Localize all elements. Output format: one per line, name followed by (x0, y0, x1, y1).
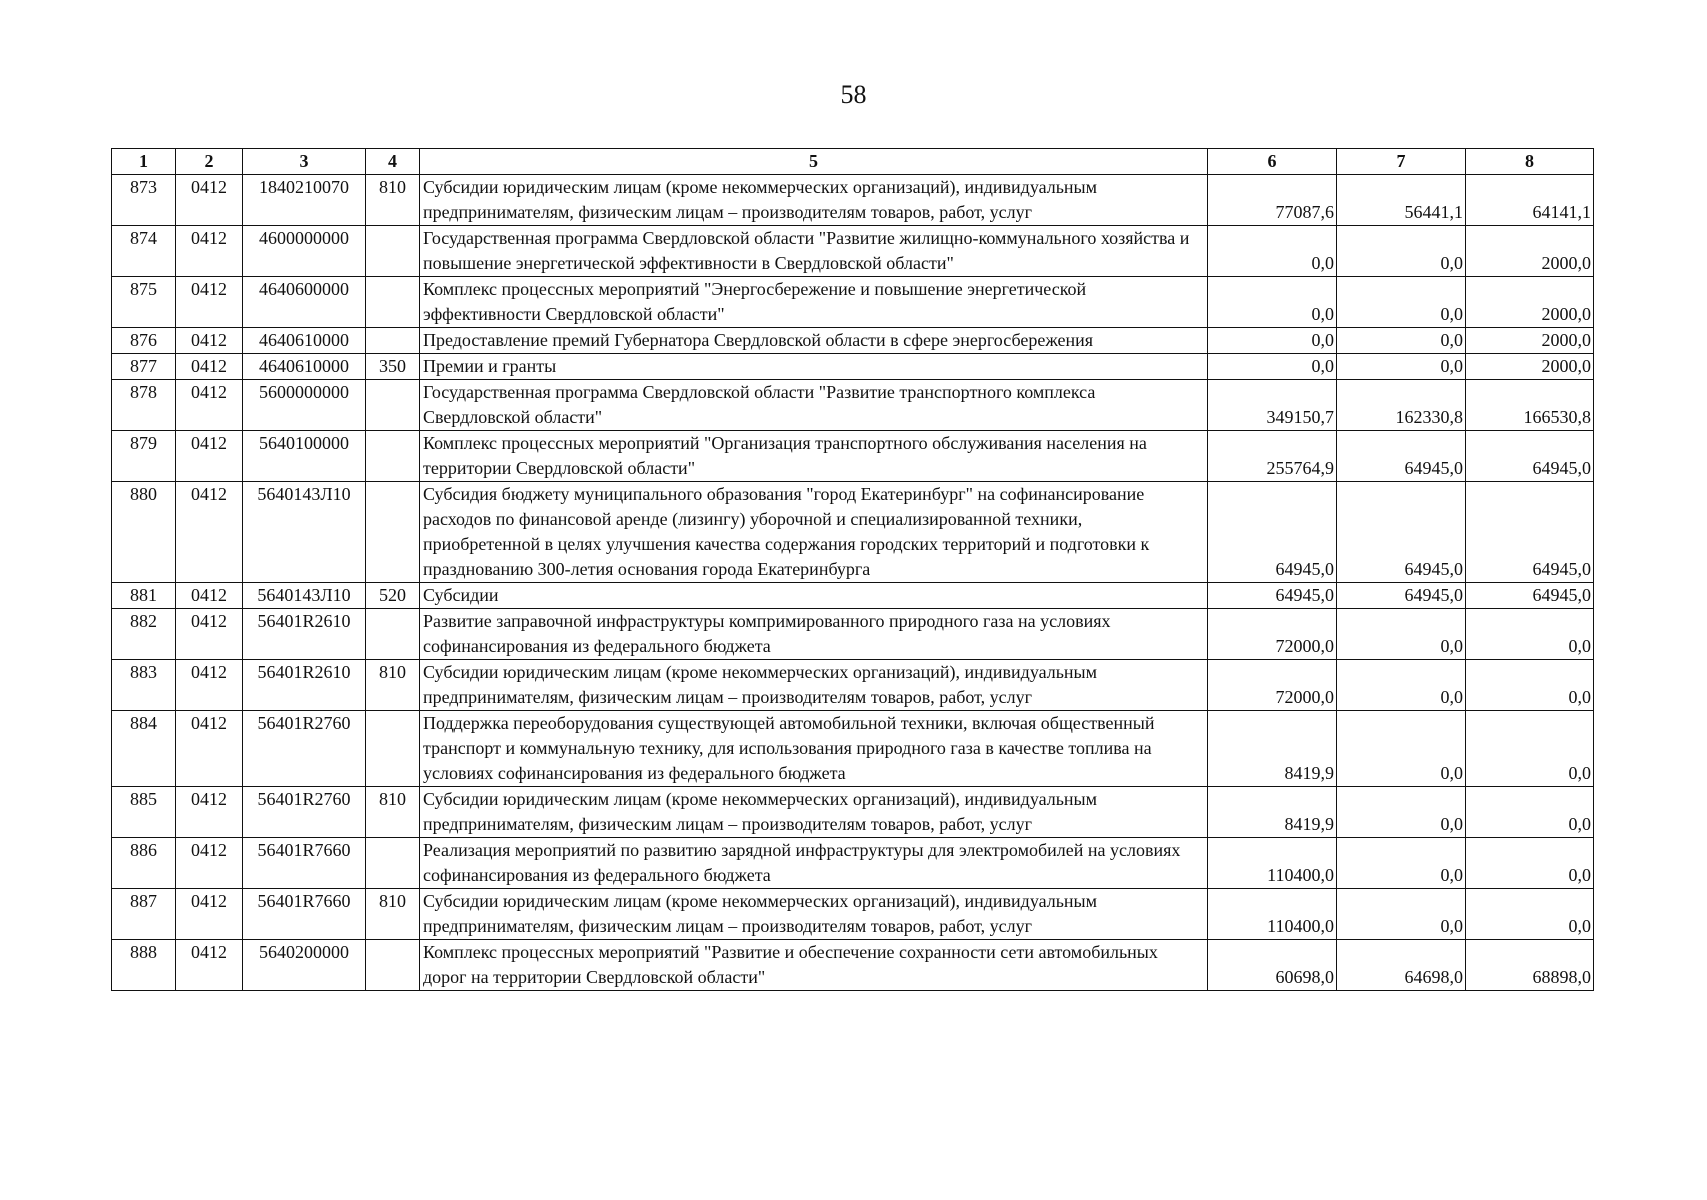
table-row (112, 609, 1594, 660)
amount-col-7: 162330,8 (1337, 380, 1466, 431)
expense-kind-code: 810 (366, 660, 420, 711)
section-code: 0412 (176, 711, 243, 787)
row-number: 887 (112, 889, 176, 940)
section-code: 0412 (176, 354, 243, 380)
table-row (112, 660, 1594, 711)
row-number: 881 (112, 583, 176, 609)
section-code: 0412 (176, 889, 243, 940)
section-code: 0412 (176, 609, 243, 660)
expense-kind-code (366, 482, 420, 583)
table-row (112, 940, 1594, 991)
amount-col-6: 0,0 (1208, 226, 1337, 277)
amount-col-6: 64945,0 (1208, 583, 1337, 609)
section-code: 0412 (176, 583, 243, 609)
expense-kind-code (366, 328, 420, 354)
column-header: 3 (243, 149, 366, 175)
amount-col-8: 166530,8 (1466, 380, 1594, 431)
amount-col-8: 2000,0 (1466, 277, 1594, 328)
amount-col-7: 0,0 (1337, 889, 1466, 940)
row-number: 886 (112, 838, 176, 889)
expense-kind-code (366, 838, 420, 889)
table-row (112, 583, 1594, 609)
amount-col-7: 64698,0 (1337, 940, 1466, 991)
amount-col-8: 0,0 (1466, 609, 1594, 660)
column-header: 4 (366, 149, 420, 175)
amount-col-8: 64945,0 (1466, 583, 1594, 609)
target-article-code: 56401R2610 (243, 660, 366, 711)
section-code: 0412 (176, 175, 243, 226)
table-body (112, 175, 1594, 991)
amount-col-7: 0,0 (1337, 277, 1466, 328)
amount-col-8: 2000,0 (1466, 354, 1594, 380)
item-name: Премии и гранты (420, 354, 1208, 380)
column-header: 2 (176, 149, 243, 175)
target-article-code: 5640143Л10 (243, 482, 366, 583)
page-number: 58 (840, 80, 867, 109)
row-number: 875 (112, 277, 176, 328)
amount-col-7: 0,0 (1337, 711, 1466, 787)
section-code: 0412 (176, 838, 243, 889)
table-header-row (112, 149, 1594, 175)
target-article-code: 56401R2610 (243, 609, 366, 660)
amount-col-7: 64945,0 (1337, 482, 1466, 583)
expense-kind-code (366, 940, 420, 991)
section-code: 0412 (176, 482, 243, 583)
section-code: 0412 (176, 787, 243, 838)
amount-col-8: 0,0 (1466, 889, 1594, 940)
expense-kind-code: 810 (366, 175, 420, 226)
table-row (112, 711, 1594, 787)
section-code: 0412 (176, 226, 243, 277)
amount-col-8: 2000,0 (1466, 328, 1594, 354)
section-code: 0412 (176, 328, 243, 354)
item-name: Предоставление премий Губернатора Свердловской области в сфере энергосбережения (420, 328, 1208, 354)
amount-col-7: 64945,0 (1337, 431, 1466, 482)
item-name: Комплекс процессных мероприятий "Развитие и обеспечение сохранности сети автомобильных дорог на территории Свердловской области" (420, 940, 1208, 991)
item-name: Субсидия бюджету муниципального образования "город Екатеринбург" на софинансирование расходов по финансовой аренде (лизингу) уборочной и специализированной техники, приобретенной в целях улучшения качества содержания городских территорий и подготовки к празднованию 300-летия основания города Екатеринбурга (420, 482, 1208, 583)
budget-table (111, 148, 1594, 991)
amount-col-6: 72000,0 (1208, 609, 1337, 660)
amount-col-6: 72000,0 (1208, 660, 1337, 711)
target-article-code: 56401R7660 (243, 889, 366, 940)
section-code: 0412 (176, 431, 243, 482)
section-code: 0412 (176, 940, 243, 991)
amount-col-6: 0,0 (1208, 328, 1337, 354)
amount-col-7: 0,0 (1337, 328, 1466, 354)
section-code: 0412 (176, 380, 243, 431)
target-article-code: 4600000000 (243, 226, 366, 277)
amount-col-7: 0,0 (1337, 787, 1466, 838)
expense-kind-code: 350 (366, 354, 420, 380)
target-article-code: 56401R7660 (243, 838, 366, 889)
table-row (112, 175, 1594, 226)
amount-col-6: 64945,0 (1208, 482, 1337, 583)
expense-kind-code (366, 277, 420, 328)
expense-kind-code (366, 380, 420, 431)
table-row (112, 482, 1594, 583)
amount-col-8: 0,0 (1466, 711, 1594, 787)
target-article-code: 56401R2760 (243, 787, 366, 838)
table-row (112, 889, 1594, 940)
table-row (112, 328, 1594, 354)
row-number: 884 (112, 711, 176, 787)
row-number: 888 (112, 940, 176, 991)
row-number: 879 (112, 431, 176, 482)
expense-kind-code (366, 431, 420, 482)
target-article-code: 56401R2760 (243, 711, 366, 787)
expense-kind-code: 810 (366, 787, 420, 838)
amount-col-7: 0,0 (1337, 609, 1466, 660)
amount-col-6: 349150,7 (1208, 380, 1337, 431)
table-row (112, 277, 1594, 328)
target-article-code: 4640610000 (243, 328, 366, 354)
section-code: 0412 (176, 660, 243, 711)
item-name: Реализация мероприятий по развитию зарядной инфраструктуры для электромобилей на условиях софинансирования из федерального бюджета (420, 838, 1208, 889)
expense-kind-code (366, 226, 420, 277)
row-number: 876 (112, 328, 176, 354)
amount-col-6: 255764,9 (1208, 431, 1337, 482)
amount-col-6: 8419,9 (1208, 787, 1337, 838)
target-article-code: 5640143Л10 (243, 583, 366, 609)
column-header: 1 (112, 149, 176, 175)
amount-col-8: 68898,0 (1466, 940, 1594, 991)
item-name: Государственная программа Свердловской области "Развитие жилищно-коммунального хозяйства и повышение энергетической эффективности в Свердловской области" (420, 226, 1208, 277)
item-name: Поддержка переоборудования существующей автомобильной техники, включая общественный транспорт и коммунальную технику, для использования природного газа в качестве топлива на условиях софинансирования из федерального бюджета (420, 711, 1208, 787)
amount-col-6: 0,0 (1208, 277, 1337, 328)
item-name: Субсидии (420, 583, 1208, 609)
amount-col-8: 0,0 (1466, 787, 1594, 838)
amount-col-6: 110400,0 (1208, 838, 1337, 889)
row-number: 882 (112, 609, 176, 660)
table-row (112, 226, 1594, 277)
row-number: 878 (112, 380, 176, 431)
row-number: 874 (112, 226, 176, 277)
column-header: 7 (1337, 149, 1466, 175)
amount-col-8: 0,0 (1466, 838, 1594, 889)
amount-col-6: 8419,9 (1208, 711, 1337, 787)
row-number: 885 (112, 787, 176, 838)
amount-col-8: 64945,0 (1466, 431, 1594, 482)
amount-col-7: 0,0 (1337, 226, 1466, 277)
column-header: 8 (1466, 149, 1594, 175)
amount-col-6: 77087,6 (1208, 175, 1337, 226)
item-name: Комплекс процессных мероприятий "Энергосбережение и повышение энергетической эффективности Свердловской области" (420, 277, 1208, 328)
expense-kind-code: 520 (366, 583, 420, 609)
item-name: Развитие заправочной инфраструктуры компримированного природного газа на условиях софинансирования из федерального бюджета (420, 609, 1208, 660)
amount-col-8: 2000,0 (1466, 226, 1594, 277)
amount-col-8: 0,0 (1466, 660, 1594, 711)
item-name: Субсидии юридическим лицам (кроме некоммерческих организаций), индивидуальным предпринимателям, физическим лицам – производителям товаров, работ, услуг (420, 889, 1208, 940)
target-article-code: 5600000000 (243, 380, 366, 431)
amount-col-7: 0,0 (1337, 660, 1466, 711)
row-number: 880 (112, 482, 176, 583)
target-article-code: 4640600000 (243, 277, 366, 328)
table-row (112, 431, 1594, 482)
item-name: Комплекс процессных мероприятий "Организация транспортного обслуживания населения на территории Свердловской области" (420, 431, 1208, 482)
item-name: Государственная программа Свердловской области "Развитие транспортного комплекса Свердловской области" (420, 380, 1208, 431)
target-article-code: 1840210070 (243, 175, 366, 226)
column-header: 5 (420, 149, 1208, 175)
item-name: Субсидии юридическим лицам (кроме некоммерческих организаций), индивидуальным предпринимателям, физическим лицам – производителям товаров, работ, услуг (420, 660, 1208, 711)
item-name: Субсидии юридическим лицам (кроме некоммерческих организаций), индивидуальным предпринимателям, физическим лицам – производителям товаров, работ, услуг (420, 787, 1208, 838)
amount-col-7: 64945,0 (1337, 583, 1466, 609)
table-row (112, 380, 1594, 431)
table-row (112, 354, 1594, 380)
item-name: Субсидии юридическим лицам (кроме некоммерческих организаций), индивидуальным предпринимателям, физическим лицам – производителям товаров, работ, услуг (420, 175, 1208, 226)
table-row (112, 787, 1594, 838)
amount-col-6: 60698,0 (1208, 940, 1337, 991)
section-code: 0412 (176, 277, 243, 328)
expense-kind-code (366, 711, 420, 787)
table-row (112, 838, 1594, 889)
row-number: 873 (112, 175, 176, 226)
row-number: 883 (112, 660, 176, 711)
expense-kind-code (366, 609, 420, 660)
target-article-code: 5640100000 (243, 431, 366, 482)
amount-col-8: 64141,1 (1466, 175, 1594, 226)
amount-col-6: 110400,0 (1208, 889, 1337, 940)
target-article-code: 4640610000 (243, 354, 366, 380)
row-number: 877 (112, 354, 176, 380)
column-header: 6 (1208, 149, 1337, 175)
target-article-code: 5640200000 (243, 940, 366, 991)
amount-col-8: 64945,0 (1466, 482, 1594, 583)
amount-col-7: 0,0 (1337, 354, 1466, 380)
expense-kind-code: 810 (366, 889, 420, 940)
amount-col-7: 0,0 (1337, 838, 1466, 889)
amount-col-6: 0,0 (1208, 354, 1337, 380)
amount-col-7: 56441,1 (1337, 175, 1466, 226)
